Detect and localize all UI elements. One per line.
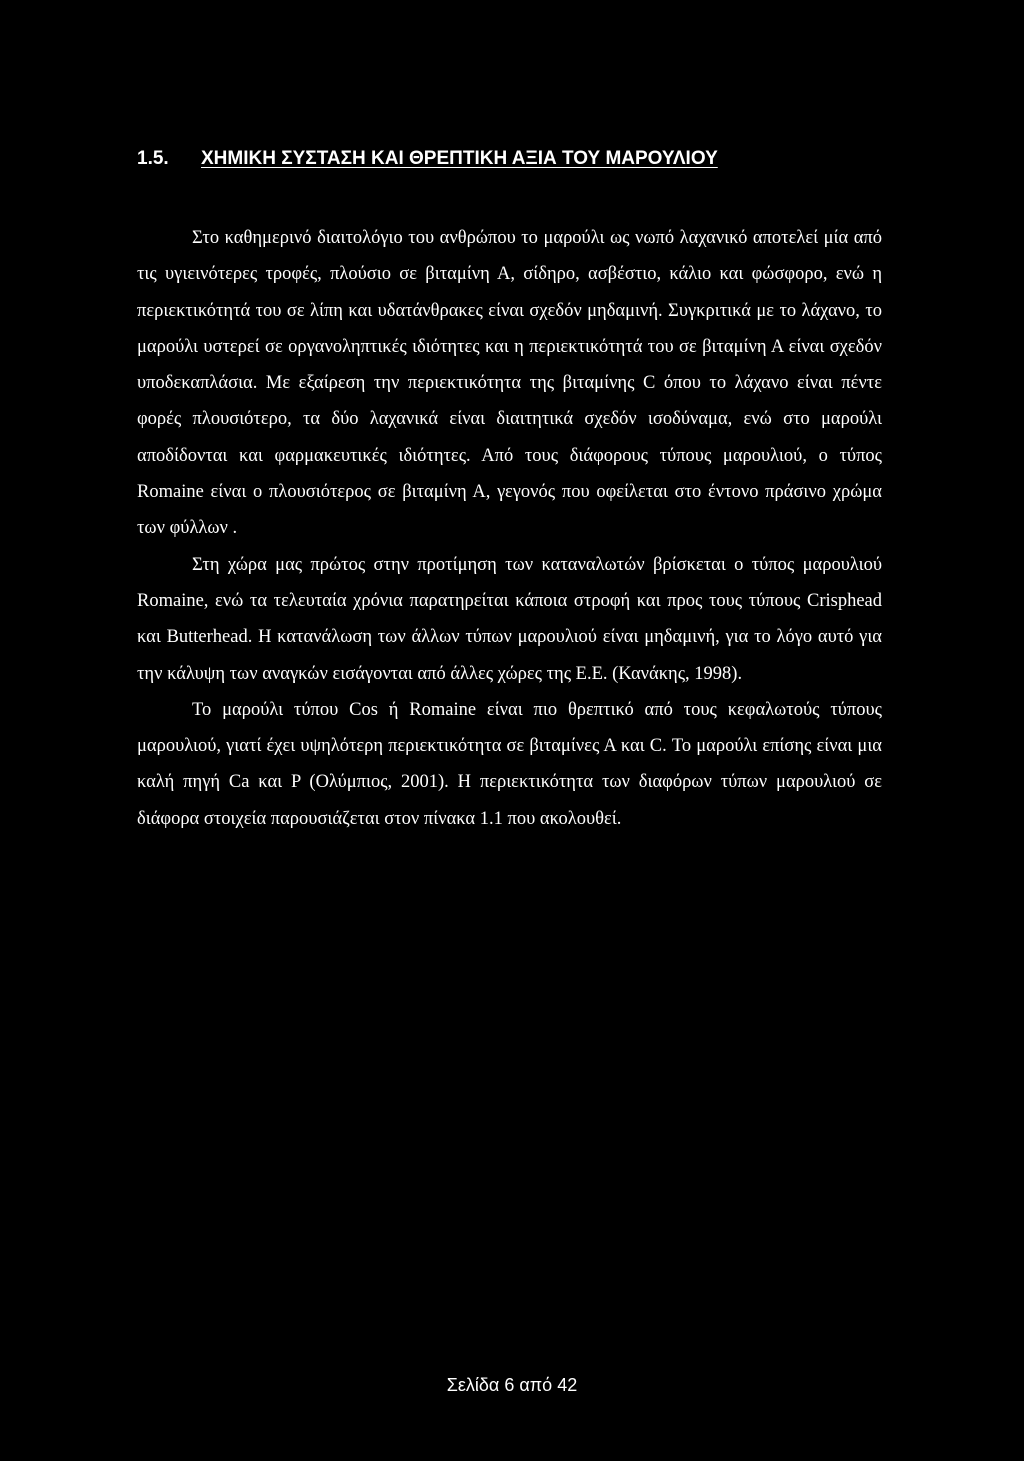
paragraph-romaine-value: Το μαρούλι τύπου Cos ή Romaine είναι πιο θρεπτικό από τους κεφαλωτούς τύπους μαρουλιού, γιατί έχει υψηλότερη περιεκτικότητα σε βιταμίνες Α και C. Το μαρούλι επίσης είναι μια καλή πηγή Ca και P (Ολύμπιος, 2001). Η περιεκτικότητα των διαφόρων τύπων μαρουλιού σε διάφορα στοιχεία παρουσιάζεται στον πίνακα 1.1 που ακολουθεί. — [137, 699, 882, 829]
section-number: 1.5. — [137, 148, 169, 169]
paragraph-nutrition: Στο καθημερινό διαιτολόγιο του ανθρώπου το μαρούλι ως νωπό λαχανικό αποτελεί μία από τις υγιεινότερες τροφές, πλούσιο σε βιταμίνη Α, σίδηρο, ασβέστιο, κάλιο και φώσφορο, ενώ η περιεκτικότητά του σε λίπη και υδατάνθρακες είναι σχεδόν μηδαμινή. Συγκριτικά με το λάχανο, το μαρούλι υστερεί σε οργανοληπτικές ιδιότητες και η περιεκτικότητά του σε βιταμίνη Α είναι σχεδόν υποδεκαπλάσια. Με εξαίρεση την περιεκτικότητα της βιταμίνης C όπου το λάχανο είναι πέντε φορές πλουσιότερο, τα δύο λαχανικά είναι διαιτητικά σχεδόν ισοδύναμα, ενώ στο μαρούλι αποδίδονται και φαρμακευτικές ιδιότητες. Από τους διάφορους τύπους μαρουλιού, ο τύπος Romaine είναι ο πλουσιότερος σε βιταμίνη Α, γεγονός που οφείλεται στο έντονο πράσινο χρώμα των φύλλων . — [137, 228, 882, 539]
page-footer — [0, 1375, 1024, 1396]
section-heading — [137, 148, 897, 170]
page-number: Σελίδα 6 από 42 — [446, 1375, 578, 1395]
section-body — [137, 220, 882, 837]
section-title: ΧΗΜΙΚΗ ΣΥΣΤΑΣΗ ΚΑΙ ΘΡΕΠΤΙΚΗ ΑΞΙΑ ΤΟΥ ΜΑΡΟΥΛΙΟΥ — [201, 148, 718, 169]
paragraph-consumption: Στη χώρα μας πρώτος στην προτίμηση των καταναλωτών βρίσκεται ο τύπος μαρουλιού Romaine, ενώ τα τελευταία χρόνια παρατηρείται κάποια στροφή και προς τους τύπους Crisphead και Butterhead. Η κατανάλωση των άλλων τύπων μαρουλιού είναι μηδαμινή, για το λόγο αυτό για την κάλυψη των αναγκών εισάγονται από άλλες χώρες της Ε.Ε. (Κανάκης, 1998). — [137, 554, 882, 684]
